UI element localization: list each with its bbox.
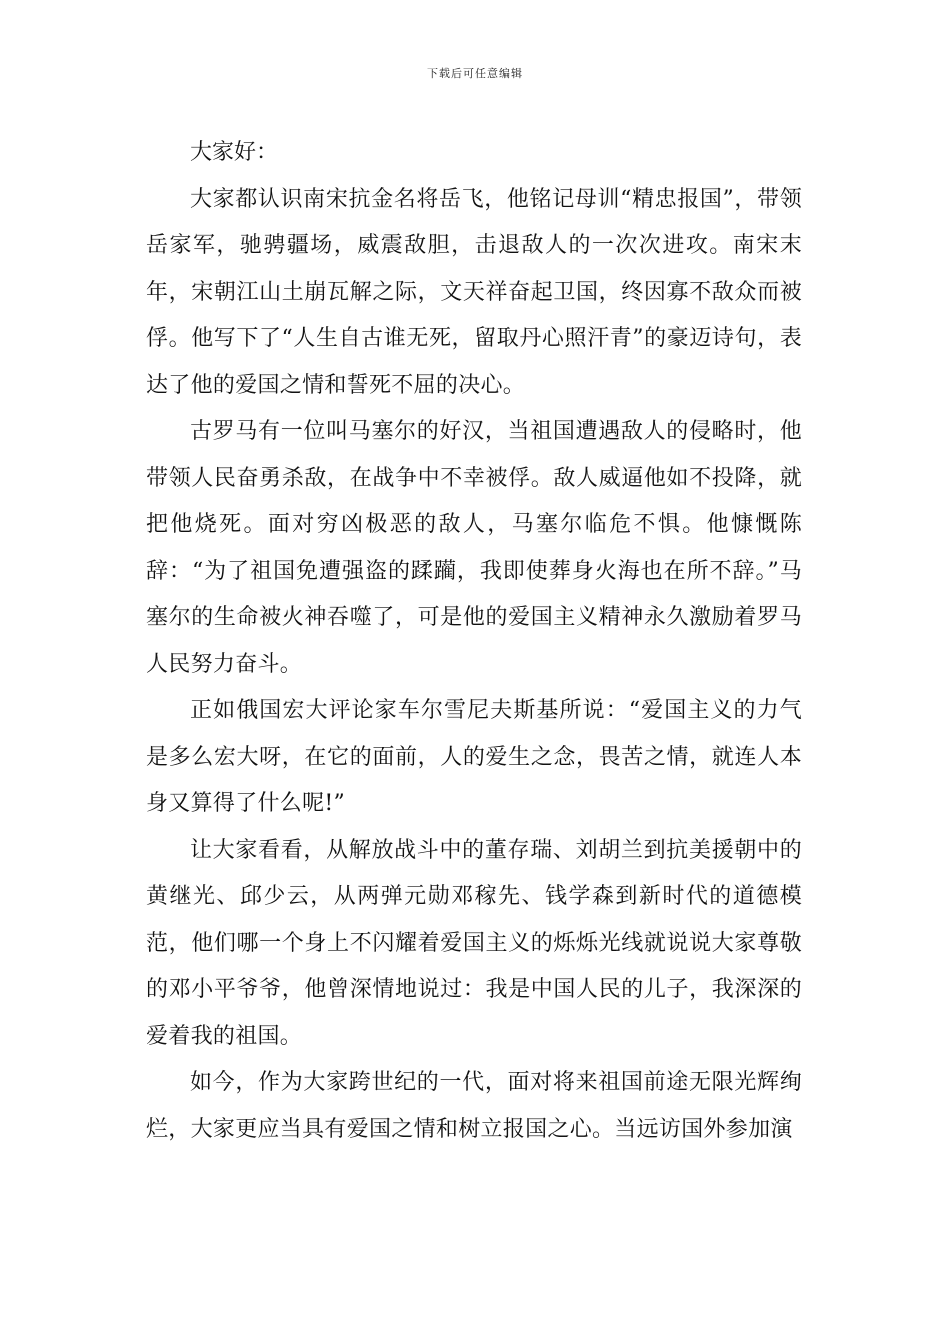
- paragraph-today: 如今，作为大家跨世纪的一代，面对将来祖国前途无限光辉绚烂，大家更应当具有爱国之情和树立报国之心。当远访国外参加演: [146, 1070, 802, 1142]
- paragraph-quote: 正如俄国宏大评论家车尔雪尼夫斯基所说：“爱国主义的力气是多么宏大呀，在它的面前，人的爱生之念，畏苦之情，就连人本身又算得了什么呢!”: [146, 698, 802, 816]
- paragraph-heroes: 让大家看看，从解放战斗中的董存瑞、刘胡兰到抗美援朝中的黄继光、邱少云，从两弹元勋邓稼先、钱学森到新时代的道德模范，他们哪一个身上不闪耀着爱国主义的烁烁光线就说说大家尊敬的邓小平爷爷，他曾深情地说过：我是中国人民的儿子，我深深的爱着我的祖国。: [146, 837, 802, 1049]
- salutation: 大家好：: [190, 140, 279, 165]
- paragraph-yue-fei: 大家都认识南宋抗金名将岳飞，他铭记母训“精忠报国”，带领岳家军，驰骋疆场，威震敌胆，击退敌人的一次次进攻。南宋末年，宋朝江山土崩瓦解之际，文天祥奋起卫国，终因寡不敌众而被俘。他写下了“人生自古谁无死，留取丹心照汗青”的豪迈诗句，表达了他的爱国之情和誓死不屈的决心。: [146, 186, 802, 398]
- page-header-note: 下载后可任意编辑: [427, 67, 523, 80]
- document-body: [146, 130, 802, 1153]
- paragraph-marcel: 古罗马有一位叫马塞尔的好汉，当祖国遭遇敌人的侵略时，他带领人民奋勇杀敌，在战争中不幸被俘。敌人威逼他如不投降，就把他烧死。面对穷凶极恶的敌人，马塞尔临危不惧。他慷慨陈辞：“为了祖国免遭强盗的蹂躏，我即使葬身火海也在所不辞。”马塞尔的生命被火神吞噬了，可是他的爱国主义精神永久激励着罗马人民努力奋斗。: [146, 419, 802, 677]
